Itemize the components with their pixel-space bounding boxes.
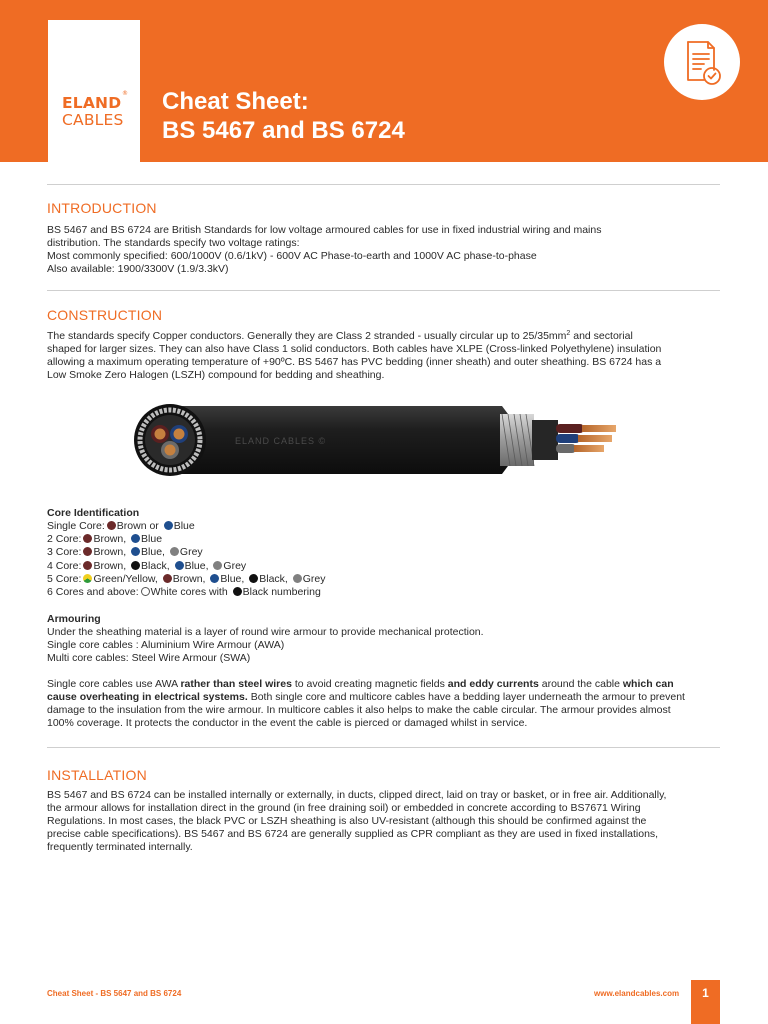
armouring-text-run: rather than steel wires <box>180 678 292 690</box>
core-colour: Blue, <box>220 572 248 585</box>
brown-dot-icon <box>83 561 92 570</box>
core-row-6-plus <box>47 586 326 599</box>
section-divider <box>47 747 720 748</box>
armouring-line: Multi core cables: Steel Wire Armour (SWA) <box>47 652 251 664</box>
core-colour: Black, <box>141 559 173 572</box>
core-label: 4 Core: <box>47 559 82 572</box>
intro-line: Most commonly specified: 600/1000V (0.6/1kV) - 600V AC Phase-to-earth and 1000V AC phase-to-phase <box>47 250 537 262</box>
armoured-cable-illustration <box>130 400 630 485</box>
logo-wordmark-bottom: CABLES <box>62 110 124 129</box>
armouring-text-run: and eddy currents <box>447 678 539 690</box>
construction-text-run: allowing a maximum operating temperature of +90ºC. <box>47 356 296 368</box>
core-colour: Brown or <box>116 520 162 532</box>
title-line-2: BS 5467 and BS 6724 <box>162 117 405 144</box>
footer-website-link[interactable]: www.elandcables.com <box>594 989 680 998</box>
core-colour: Blue, <box>141 546 168 559</box>
grey-dot-icon <box>213 561 222 570</box>
footer-document-title: Cheat Sheet - BS 5647 and BS 6724 <box>47 989 182 998</box>
armouring-line: Under the sheathing material is a layer of round wire armour to provide mechanical protection. <box>47 626 484 638</box>
black-dot-icon <box>131 561 140 570</box>
core-row-single <box>47 520 326 533</box>
core-label: Single Core: <box>47 520 105 532</box>
armouring-text-run: which can <box>622 678 674 690</box>
construction-text <box>47 330 723 382</box>
armouring-heading: Armouring <box>47 613 101 625</box>
page-title <box>162 87 405 145</box>
armouring-text-run: Both single core and multicore cables have a bedding layer underneath the armour to prevent <box>247 691 685 703</box>
armouring-text-run: Single core cables use AWA <box>47 678 181 690</box>
white-dot-icon <box>141 587 150 596</box>
core-row-3 <box>47 546 326 559</box>
core-colour: Blue <box>173 520 195 532</box>
core-colour: Grey <box>179 546 203 559</box>
cable-print-text: ELAND CABLES © <box>235 436 327 446</box>
installation-heading: INSTALLATION <box>47 767 147 783</box>
installation-line: Regulations. In most cases, the black PVC or LSZH sheathing is also UV-resistant (although this should be confirmed against the <box>47 815 647 827</box>
core-colour: Brown, <box>93 546 130 559</box>
core-colour: Brown, <box>93 533 130 546</box>
core-identification-list <box>47 520 326 599</box>
core-row-2 <box>47 533 326 546</box>
construction-heading: CONSTRUCTION <box>47 307 163 323</box>
core-colour: Brown, <box>172 572 209 585</box>
brown-dot-icon <box>163 574 172 583</box>
core-label: 3 Core: <box>47 546 82 559</box>
checked-document-icon <box>664 24 740 100</box>
title-line-1: Cheat Sheet: <box>162 88 309 115</box>
blue-dot-icon <box>131 534 140 543</box>
core-colour: Grey <box>223 559 247 572</box>
core-row-5 <box>47 573 326 586</box>
construction-text-run: (LSZH) compound <box>171 369 258 381</box>
grey-dot-icon <box>293 574 302 583</box>
construction-text-run: and outer sheathing. BS 6724 has <box>490 356 656 368</box>
core-colour: Blue, <box>184 559 212 572</box>
core-label: 2 Core: <box>47 533 82 546</box>
construction-text-run: and sectorial <box>570 330 633 342</box>
installation-line: precise cable specifications). BS 5467 and BS 6724 are generally supplied as CPR compliant as they are used in fixed installations, <box>47 828 659 840</box>
installation-line: BS 5467 and BS 6724 can be installed internally or externally, in ducts, clipped direct, laid on tray or basket, or in free air. Additionally, <box>47 789 667 801</box>
core-colour: White cores with <box>150 586 231 599</box>
installation-line: the armour allows for installation direct in the ground (in free draining soil) or embedded in concrete according to BS7671 Wiring <box>47 802 641 814</box>
introduction-text <box>47 224 723 276</box>
section-divider <box>47 184 720 185</box>
core-colour: Black, <box>259 572 291 585</box>
logo-wordmark-top: ELAND <box>62 94 122 112</box>
construction-text-run: for bedding and sheathing. <box>257 369 385 381</box>
armouring-line: Single core cables : Aluminium Wire Armour (AWA) <box>47 639 285 651</box>
brown-dot-icon <box>83 534 92 543</box>
intro-line: distribution. The standards specify two voltage ratings: <box>47 237 300 249</box>
construction-text-run: BS 5467 has PVC bedding <box>295 356 426 368</box>
core-colour: Blue <box>141 533 163 546</box>
page-number: 1 <box>702 986 709 1000</box>
construction-text-run: a <box>655 356 662 368</box>
core-label: 5 Core: <box>47 572 82 585</box>
section-divider <box>47 290 720 291</box>
intro-line: Also available: 1900/3300V (1.9/3.3kV) <box>47 263 229 275</box>
armouring-text-run: around the cable <box>538 678 623 690</box>
blue-dot-icon <box>210 574 219 583</box>
armouring-text-run: cause overheating in electrical systems. <box>47 691 248 703</box>
brown-dot-icon <box>83 547 92 556</box>
armouring-text-run: 100% coverage. It protects the conductor in the event the cable is pierced or damaged whilst in service. <box>47 717 528 729</box>
construction-text-run: Both cables have XLPE (Cross-linked Polyethylene) insulation <box>372 343 662 355</box>
armouring-detail-text <box>47 678 723 730</box>
header-banner <box>0 0 768 162</box>
core-row-4 <box>47 560 326 573</box>
core-colour: Black numbering <box>242 586 321 599</box>
logo-registered-mark: ® <box>122 90 128 97</box>
installation-text <box>47 789 723 854</box>
construction-text-run: shaped for larger sizes. They can also have Class 1 solid conductors. <box>47 343 373 355</box>
blue-dot-icon <box>175 561 184 570</box>
installation-line: frequently terminated internally. <box>47 841 193 853</box>
construction-text-run: (inner sheath) <box>425 356 491 368</box>
blue-dot-icon <box>131 547 140 556</box>
construction-text-run: The standards specify Copper conductors. Generally they are Class 2 stranded - usually circular up to 25/35mm <box>47 330 567 342</box>
page-number-tab <box>691 980 720 1024</box>
intro-line: BS 5467 and BS 6724 are British Standards for low voltage armoured cables for use in fixed industrial wiring and mains <box>47 224 602 236</box>
introduction-heading: INTRODUCTION <box>47 200 157 216</box>
core-colour: Grey <box>302 572 326 585</box>
core-colour: Brown, <box>93 559 130 572</box>
black-dot-icon <box>249 574 258 583</box>
core-label: 6 Cores and above: <box>47 586 139 599</box>
brown-dot-icon <box>107 521 116 530</box>
grey-dot-icon <box>170 547 179 556</box>
black-dot-icon <box>233 587 242 596</box>
green-yellow-dot-icon <box>83 574 92 583</box>
construction-text-run: Low Smoke Zero Halogen <box>47 369 172 381</box>
armouring-text-run: damage to the insulation from the wire armour. In multicore cables it also helps to make the cable circular. The armour provides almost <box>47 704 671 716</box>
blue-dot-icon <box>164 521 173 530</box>
superscript: 2 <box>566 330 571 337</box>
core-identification-heading: Core Identification <box>47 507 140 519</box>
core-colour: Green/Yellow, <box>93 572 161 585</box>
armouring-text-run: to avoid creating magnetic fields <box>291 678 448 690</box>
eland-cables-logo <box>62 90 128 129</box>
armouring-text <box>47 626 723 665</box>
